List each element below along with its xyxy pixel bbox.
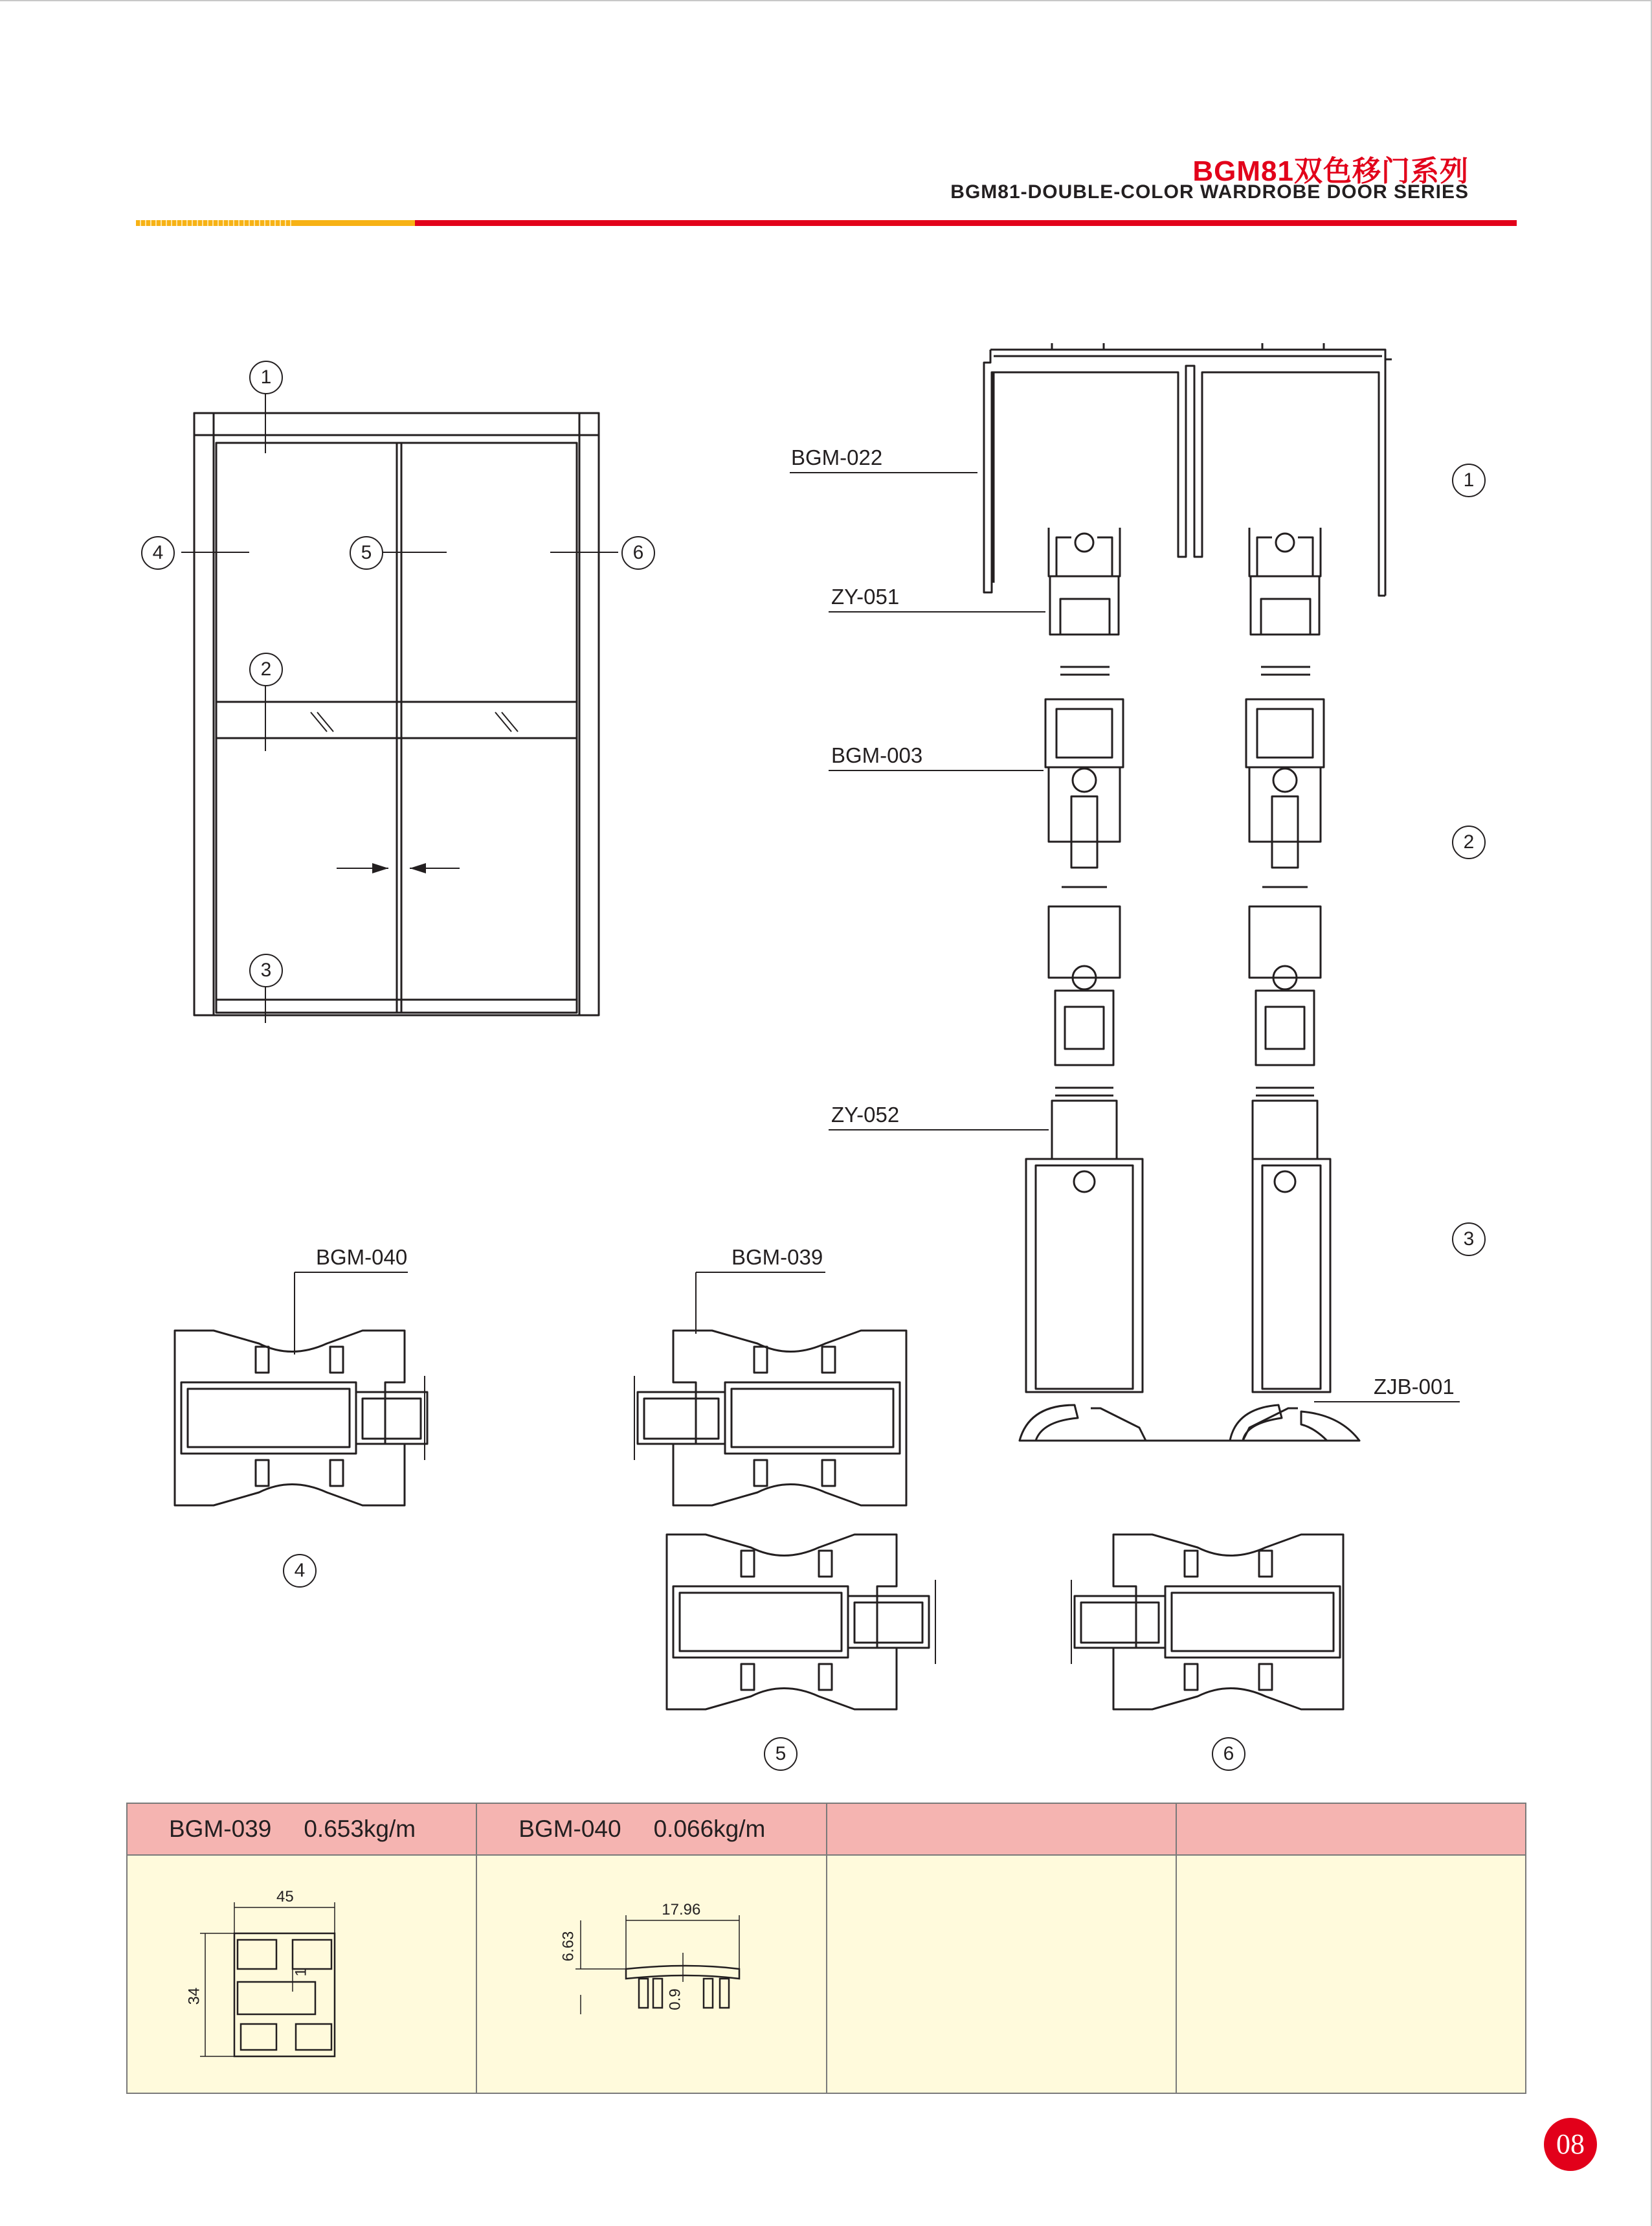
spec-head-3: [827, 1803, 1176, 1855]
marker-detail-4: 4: [283, 1554, 317, 1588]
stile-right: [1246, 528, 1330, 1392]
marker-detail-5: 5: [764, 1737, 798, 1771]
label-zy-052: ZY-052: [831, 1103, 900, 1127]
spec-cell-bgm040: [476, 1855, 826, 2093]
label-bgm-003: BGM-003: [831, 743, 923, 767]
bgm040-dim-thickness: 0.9: [666, 1988, 684, 2010]
label-zy-051: ZY-051: [831, 585, 900, 609]
spec-table: [126, 1803, 1526, 2094]
profile-detail-6: [1071, 1535, 1343, 1709]
label-bgm-040: BGM-040: [316, 1245, 408, 1269]
spec-cell-bgm039: [127, 1855, 476, 2093]
stile-left: [1026, 528, 1143, 1392]
section-assembly: [790, 343, 1460, 1441]
marker-6: 6: [621, 536, 655, 570]
bgm039-dim-height: 34: [185, 1987, 203, 2005]
bgm040-dim-width: 17.96: [662, 1901, 701, 1918]
marker-section-2: 2: [1452, 826, 1486, 859]
marker-5: 5: [350, 536, 383, 570]
marker-3: 3: [249, 954, 283, 987]
bgm039-dim-inner: 1: [292, 1968, 310, 1977]
spec-cell-empty-3: [827, 1855, 1176, 2093]
spec-code-1: BGM-039: [169, 1816, 272, 1842]
marker-section-3: 3: [1452, 1222, 1486, 1256]
page-subtitle: BGM81-DOUBLE-COLOR WARDROBE DOOR SERIES: [950, 181, 1469, 203]
spec-weight-1: 0.653kg/m: [304, 1816, 416, 1842]
label-zjb-001: ZJB-001: [1374, 1375, 1455, 1399]
spec-weight-2: 0.066kg/m: [653, 1816, 766, 1842]
door-elevation: [181, 394, 618, 1023]
spec-head-4: [1176, 1803, 1526, 1855]
spec-cell-empty-4: [1176, 1855, 1526, 2093]
spec-code-2: BGM-040: [519, 1816, 621, 1842]
marker-2: 2: [249, 653, 283, 686]
bgm040-dim-drawing: [477, 1856, 827, 2091]
page-number: 08: [1544, 2118, 1597, 2171]
profile-detail-bgm039: [634, 1272, 906, 1505]
label-bgm-022: BGM-022: [791, 445, 883, 469]
profile-detail-4: [175, 1272, 427, 1505]
marker-detail-6: 6: [1212, 1737, 1245, 1771]
spec-head-1: [127, 1803, 476, 1855]
page-title: BGM81双色移门系列: [1192, 155, 1469, 187]
spec-head-2: [476, 1803, 826, 1855]
marker-section-1: 1: [1452, 464, 1486, 497]
bgm039-dim-width: 45: [276, 1888, 294, 1906]
bgm040-dim-height: 6.63: [559, 1931, 577, 1962]
profile-detail-5: [667, 1535, 935, 1709]
marker-1: 1: [249, 361, 283, 394]
marker-4: 4: [141, 536, 175, 570]
label-bgm-039: BGM-039: [731, 1245, 823, 1269]
